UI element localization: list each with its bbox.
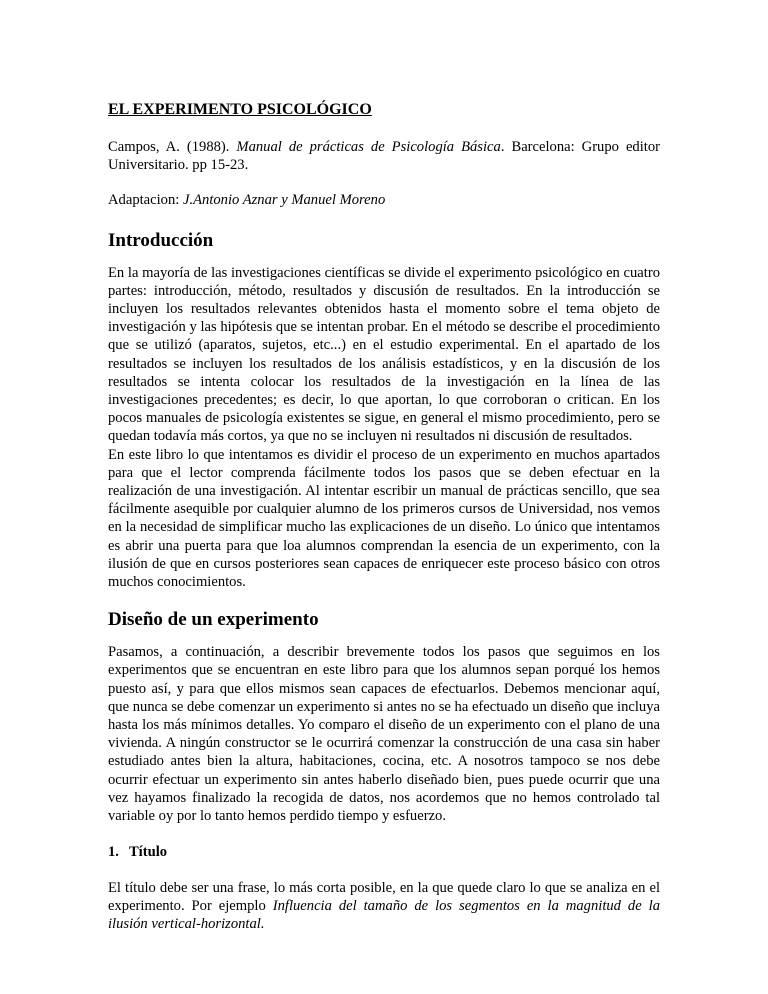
section-titulo [108,843,660,933]
section-diseno [108,609,660,825]
subheading-number: 1. [108,844,119,861]
section-heading-introduccion: Introducción [108,229,214,251]
subheading-label: Título [128,844,168,861]
titulo-paragraph [108,879,660,934]
intro-paragraph-1: En la mayoría de las investigaciones científicas se divide el experimento psicológico en cuatro partes: introducción, método, resultados y discusión de resultados. En la introducción se incluyen los resultados relevantes obtenidos hasta el momento sobre el tema objeto de investigación y las hipótesis que se intentan probar. En el método se describe el procedimiento que se utilizó (aparatos, sujetos, etc...) en el estudio experimental. En el apartado de los resultados se incluyen los resultados de los análisis estadísticos, y en la discusión de los resultados se intenta colocar los resultados de la investigación en la línea de las investigaciones precedentes; es decir, lo que aportan, lo que corroboran o critican. En los pocos manuales de psicología existentes se sigue, en general el mismo procedimiento, pero se quedan todavía más cortos, ya que no se incluyen ni resultados ni discusión de resultados. [108,264,660,445]
reference-citation [108,138,660,174]
reference-book-title: Manual de prácticas de Psicología Básica [236,139,501,155]
adaptation-names: J.Antonio Aznar y Manuel Moreno [182,192,386,209]
adaptation-line [108,191,660,209]
section-heading-diseno: Diseño de un experimento [108,609,319,631]
reference-publisher: . Barcelona: Grupo editor Universitario. pp 15-23. [108,139,660,174]
titulo-example: Influencia del tamaño de los segmentos en la magnitud de la ilusión vertical-horizontal. [108,897,660,932]
reference-authors: Campos, A. (1988). [108,139,237,155]
titulo-text: El título debe ser una frase, lo más corta posible, en la que quede claro lo que se analiza en el experimento. Por ejemplo [108,879,660,914]
design-paragraph-1: Pasamos, a continuación, a describir brevemente todos los pasos que seguimos en los experimentos que se encuentran en este libro para que los alumnos sepan porqué los hemos puesto así, y para que ellos mismos sean capaces de efectuarlos. Debemos mencionar aquí, que nunca se debe comenzar un experimento si antes no se ha efectuado un diseño que incluya hasta los más mínimos detalles. Yo comparo el diseño de un experimento con el plano de una vivienda. A ningún constructor se le ocurrirá comenzar la construcción de una casa sin haber estudiado antes bien la altura, habitaciones, cocina, etc. A nosotros tampoco se nos debe ocurrir efectuar un experimento sin antes haberlo diseñado bien, pues puede ocurrir que una vez hayamos finalizado la recogida de datos, nos acordemos que no hemos controlado tal variable oy por lo tanto hemos perdido tiempo y esfuerzo. [108,644,660,825]
section-introduccion [108,230,660,592]
subheading-titulo [108,843,660,861]
document-page [108,100,660,951]
page-title: EL EXPERIMENTO PSICOLÓGICO [108,101,372,118]
intro-paragraph-2: En este libro lo que intentamos es dividir el proceso de un experimento en muchos apartados para que el lector comprenda fácilmente todos los pasos que se deben efectuar en la realización de una investigación. Al intentar escribir un manual de prácticas sencillo, que sea fácilmente asequible por cualquier alumno de los primeros cursos de Universidad, nos vemos en la necesidad de simplificar mucho las explicaciones de un diseño. Lo único que intentamos es abrir una puerta para que loa alumnos comprendan la esencia de un experimento, con la ilusión de que en cursos posteriores sean capaces de enriquecer este proceso básico con otros muchos conocimientos. [108,446,660,591]
adaptation-label: Adaptacion: [108,192,183,209]
